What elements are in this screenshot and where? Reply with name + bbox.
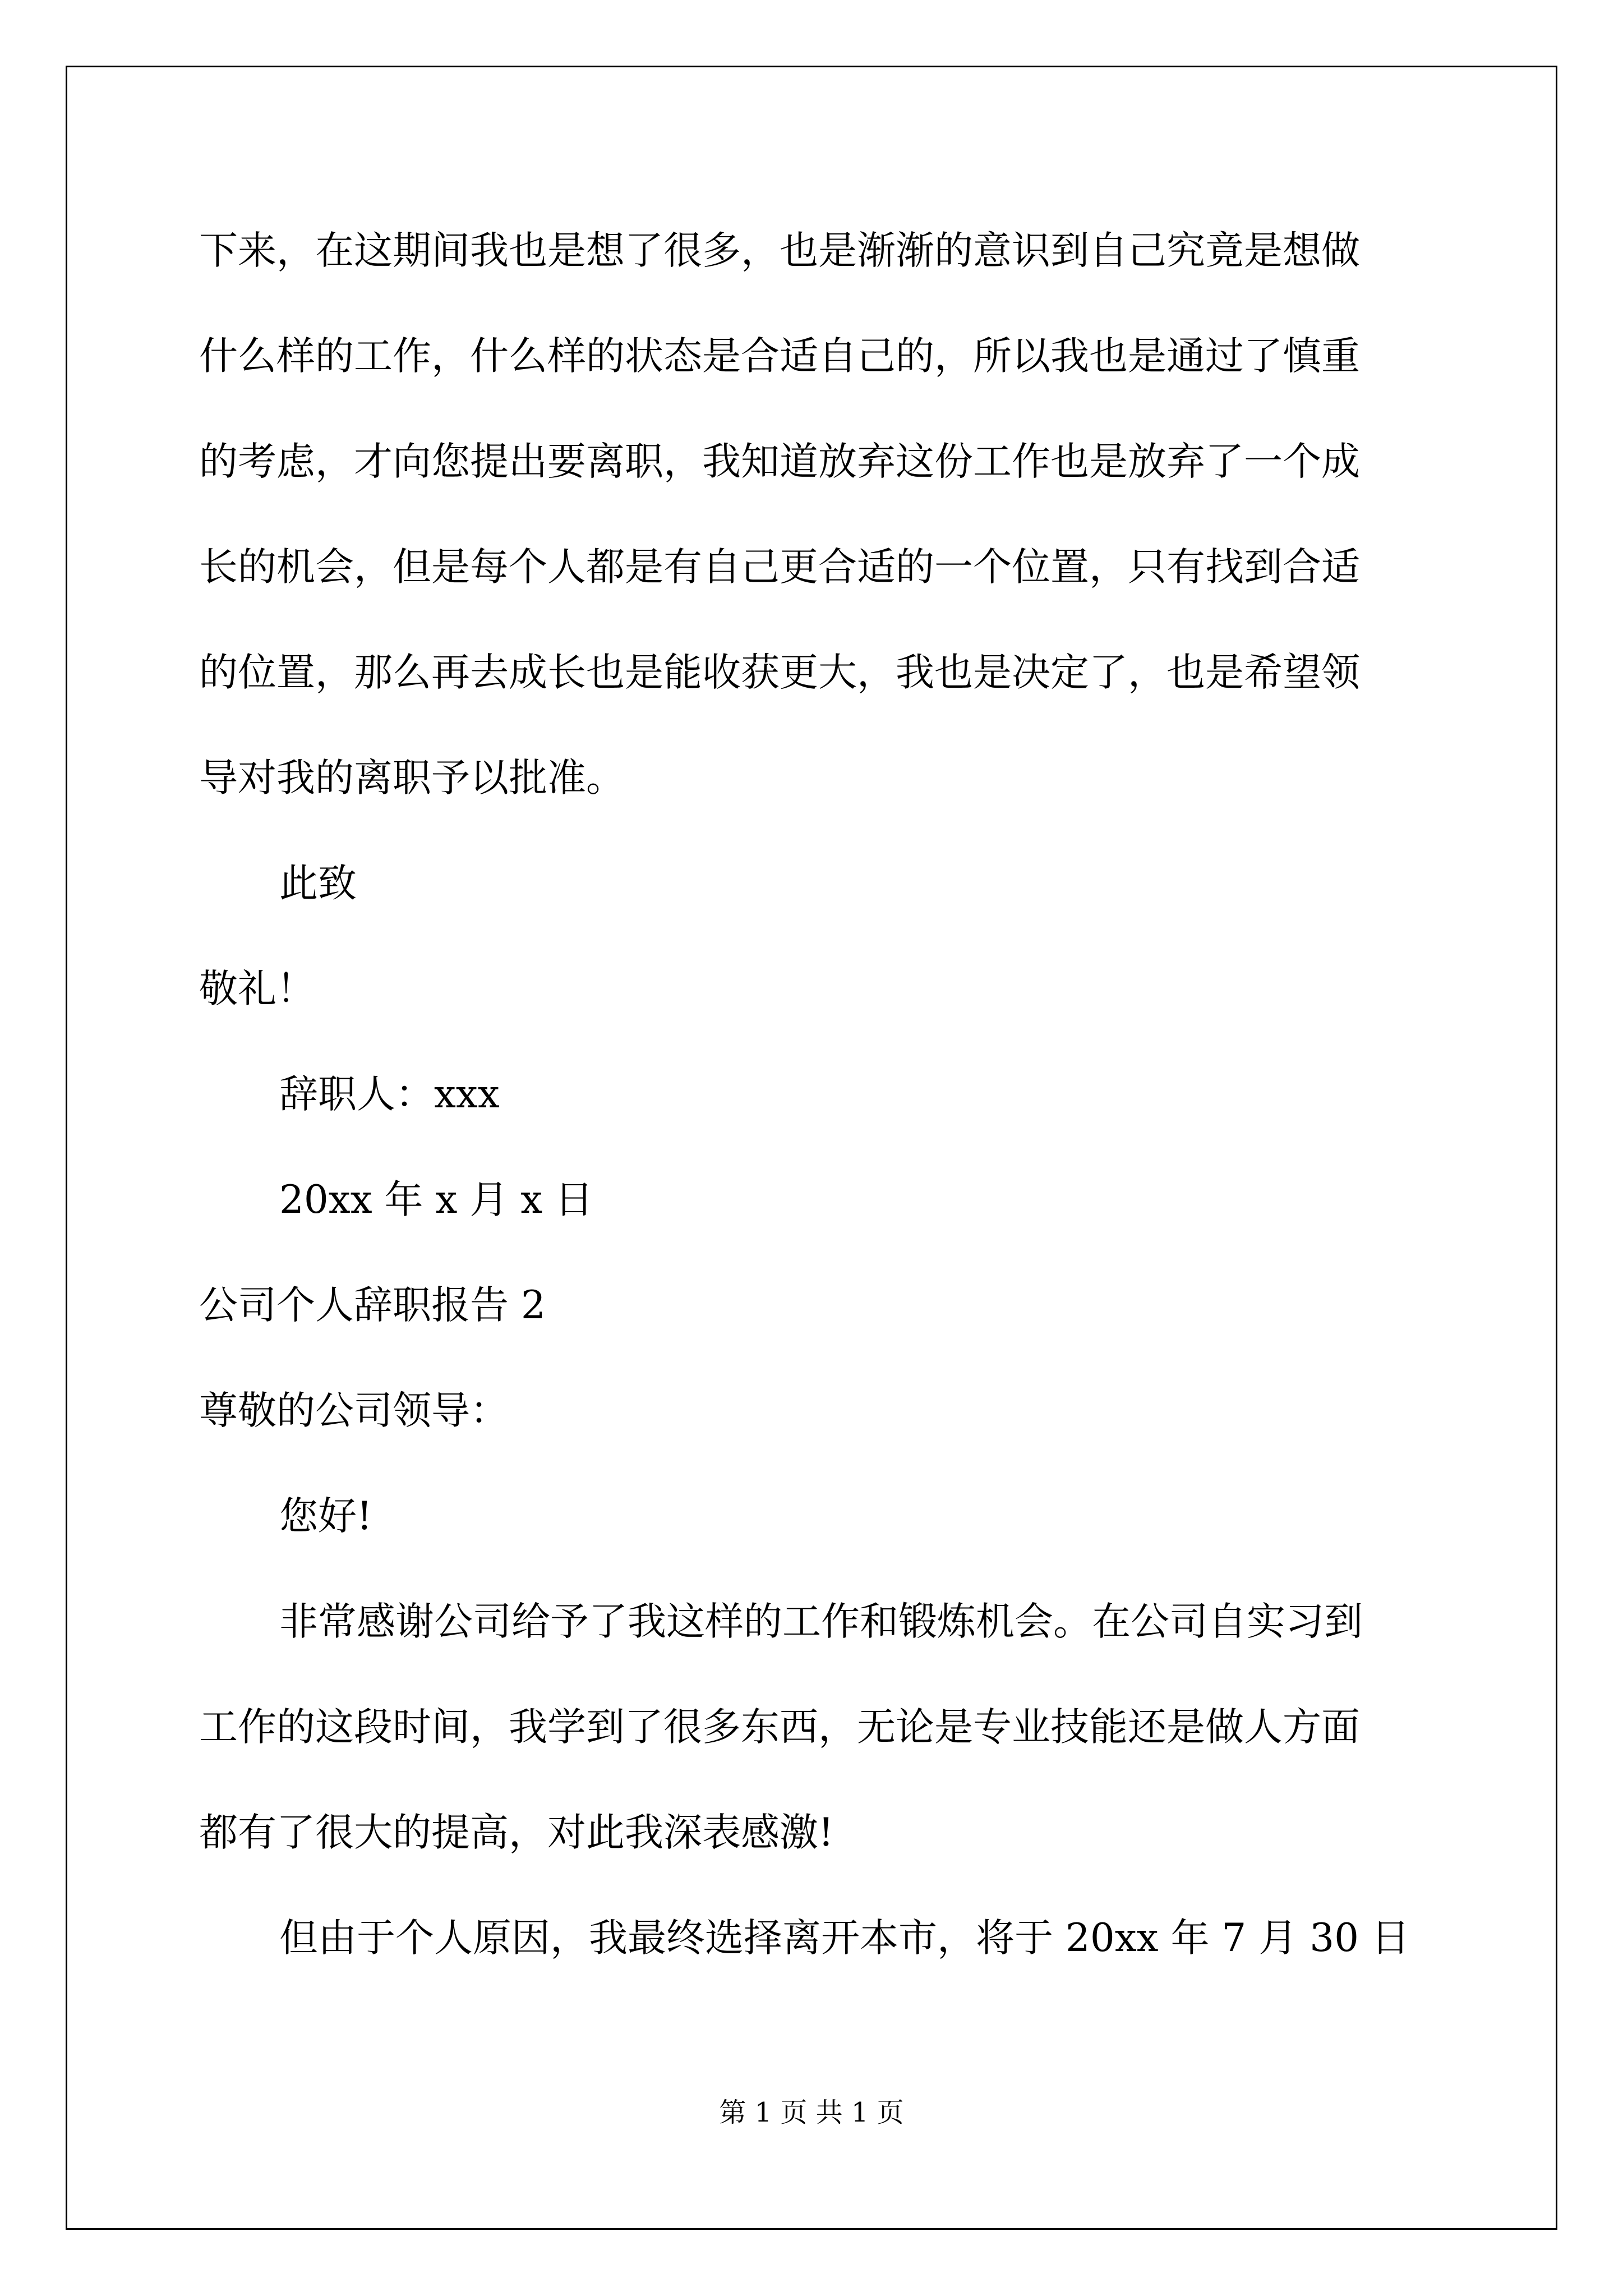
signature-name: 辞职人：xxx — [279, 1072, 500, 1117]
text-line: 下来，在这期间我也是想了很多，也是渐渐的意识到自己究竟是想做 — [199, 228, 1360, 273]
text-line: 导对我的离职予以批准。 — [199, 756, 625, 800]
letter-greeting: 尊敬的公司领导： — [199, 1388, 509, 1433]
text-line: 长的机会，但是每个人都是有自己更合适的一个位置，只有找到合适 — [199, 545, 1360, 590]
text-line: 工作的这段时间，我学到了很多东西，无论是专业技能还是做人方面 — [199, 1705, 1360, 1750]
page-number-footer: 第 1 页 共 1 页 — [719, 2097, 904, 2128]
text-line: 但由于个人原因，我最终选择离开本市，将于 20xx 年 7 月 30 日 — [279, 1916, 1410, 1961]
section-heading: 公司个人辞职报告 2 — [199, 1283, 546, 1328]
text-line: 都有了很大的提高，对此我深表感激! — [199, 1810, 834, 1855]
text-line: 的考虑，才向您提出要离职，我知道放弃这份工作也是放弃了一个成 — [199, 439, 1360, 484]
closing-salutation: 此致 — [279, 861, 357, 906]
text-line: 的位置，那么再去成长也是能收获更大，我也是决定了，也是希望领 — [199, 650, 1360, 695]
closing-regards: 敬礼！ — [199, 967, 315, 1011]
signature-date: 20xx 年 x 月 x 日 — [279, 1177, 594, 1222]
letter-hello: 您好! — [279, 1494, 372, 1539]
text-line: 非常感谢公司给予了我这样的工作和锻炼机会。在公司自实习到 — [279, 1599, 1363, 1644]
page-border — [66, 66, 1557, 2230]
text-line: 什么样的工作，什么样的状态是合适自己的，所以我也是通过了慎重 — [199, 334, 1360, 379]
